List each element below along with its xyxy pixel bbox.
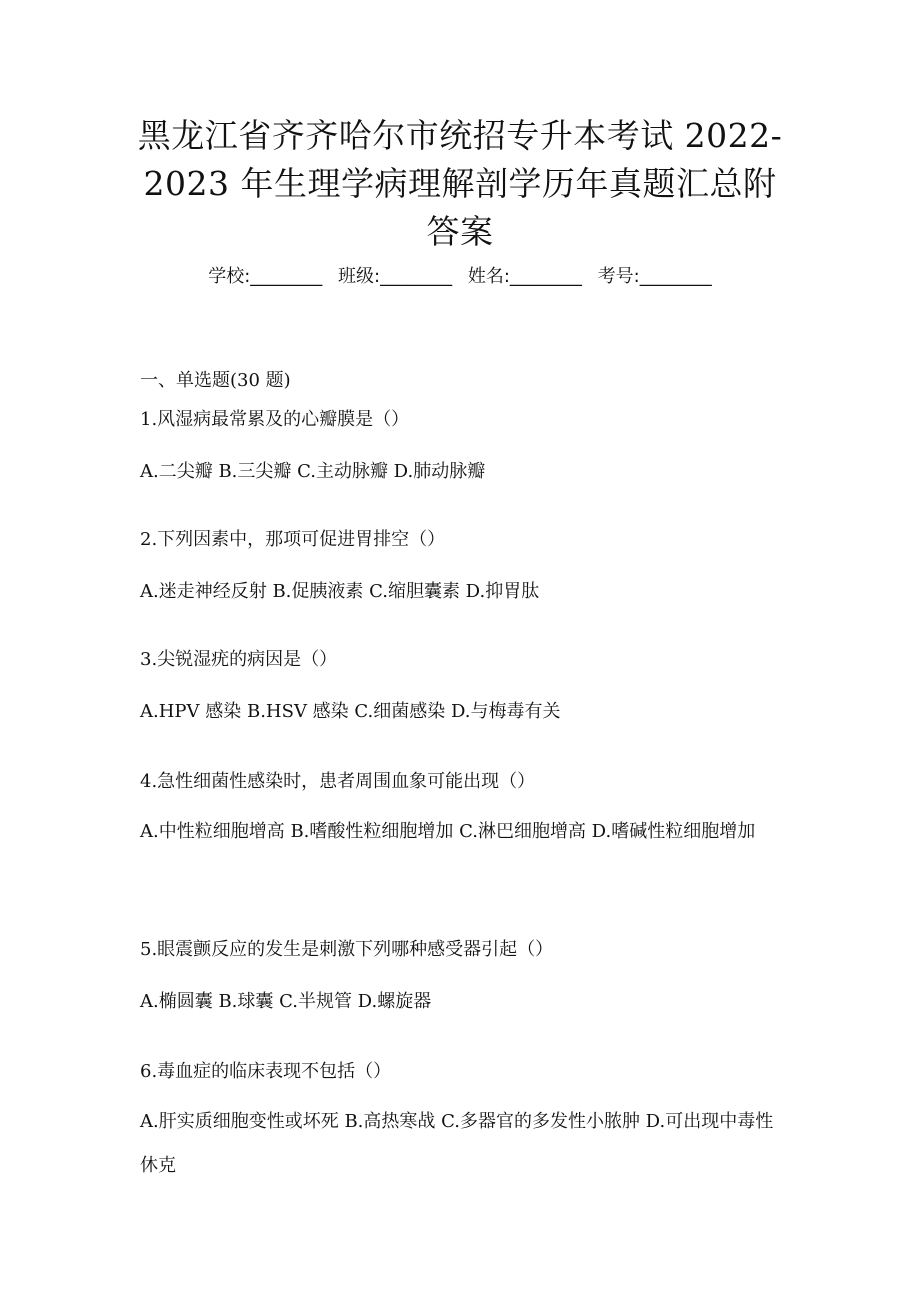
question-3: 3.尖锐湿疣的病因是（） <box>140 649 338 670</box>
question-2: 2.下列因素中，那项可促进胃排空（） <box>140 529 446 550</box>
question-2-options: A.迷走神经反射 B.促胰液素 C.缩胆囊素 D.抑胃肽 <box>140 581 540 602</box>
section-heading: 一、单选题(30 题) <box>140 370 291 391</box>
title-line-1: 黑龙江省齐齐哈尔市统招专升本考试 2022- <box>137 116 783 155</box>
class-field: 班级:________ <box>338 266 453 287</box>
question-5: 5.眼震颤反应的发生是刺激下列哪种感受器引起（） <box>140 939 554 960</box>
question-4: 4.急性细菌性感染时，患者周围血象可能出现（） <box>140 771 536 792</box>
question-4-options: A.中性粒细胞增高 B.嗜酸性粒细胞增加 C.淋巴细胞增高 D.嗜碱性粒细胞增加 <box>140 821 756 842</box>
document-title <box>120 112 800 256</box>
title-line-2: 2023 年生理学病理解剖学历年真题汇总附 <box>143 164 777 203</box>
name-field: 姓名:________ <box>467 266 582 287</box>
question-6: 6.毒血症的临床表现不包括（） <box>140 1061 392 1082</box>
exam-number-field: 考号:________ <box>597 266 712 287</box>
school-field: 学校:________ <box>208 266 323 287</box>
question-5-options: A.椭圆囊 B.球囊 C.半规管 D.螺旋器 <box>140 991 432 1012</box>
title-line-3: 答案 <box>426 212 494 251</box>
question-3-options: A.HPV 感染 B.HSV 感染 C.细菌感染 D.与梅毒有关 <box>140 701 561 722</box>
question-1-options: A.二尖瓣 B.三尖瓣 C.主动脉瓣 D.肺动脉瓣 <box>140 461 486 482</box>
question-6-options: A.肝实质细胞变性或坏死 B.高热寒战 C.多器官的多发性小脓肿 D.可出现中毒性休克 <box>140 1111 774 1176</box>
question-1: 1.风湿病最常累及的心瓣膜是（） <box>140 409 410 430</box>
student-info-line <box>0 262 920 288</box>
